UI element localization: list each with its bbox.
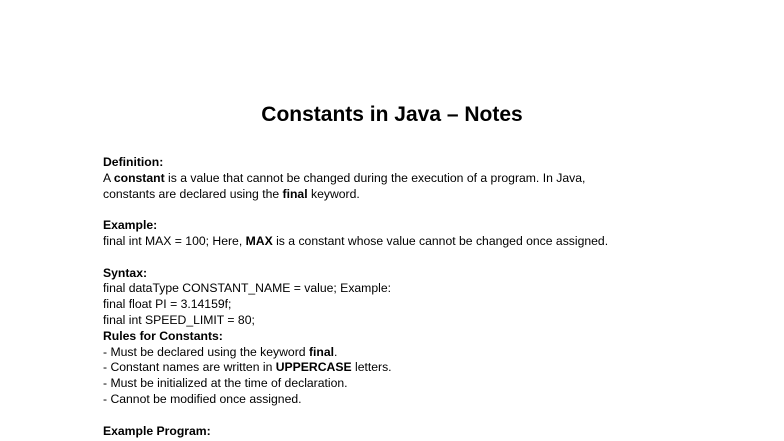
rule-text: - Must be declared using the keyword — [103, 344, 309, 359]
syntax-heading: Syntax: — [103, 265, 148, 280]
definition-text: A — [103, 170, 114, 185]
syntax-line: final int SPEED_LIMIT = 80; — [103, 312, 255, 327]
definition-text: is a value that cannot be changed during the execution of a program. In Java, — [164, 170, 586, 185]
constant-term: constant — [113, 170, 165, 185]
example-heading: Example: — [103, 218, 158, 233]
spacer — [103, 202, 663, 218]
rule-item — [103, 345, 663, 361]
syntax-line: final dataType CONSTANT_NAME = value; Example: — [103, 281, 391, 296]
rule-item: - Must be initialized at the time of declaration. — [103, 376, 348, 391]
example-text: is a constant whose value cannot be changed once assigned. — [272, 233, 609, 248]
document-body — [103, 155, 663, 439]
rule-text: - Constant names are written in — [103, 360, 276, 375]
final-keyword: final — [282, 186, 308, 201]
syntax-line: final float PI = 3.14159f; — [103, 297, 232, 312]
definition-text: keyword. — [307, 186, 360, 201]
example-line — [103, 234, 663, 250]
uppercase-term: UPPERCASE — [275, 360, 352, 375]
spacer — [103, 250, 663, 266]
rule-text: letters. — [351, 360, 392, 375]
rule-item — [103, 360, 663, 376]
definition-line-2 — [103, 187, 663, 203]
definition-text: constants are declared using the — [103, 186, 283, 201]
max-term: MAX — [245, 233, 273, 248]
rule-item: - Cannot be modified once assigned. — [103, 391, 302, 406]
example-program-heading: Example Program: — [103, 423, 211, 438]
definition-line-1 — [103, 171, 663, 187]
spacer — [103, 408, 663, 424]
rules-heading: Rules for Constants: — [103, 328, 223, 343]
definition-heading: Definition: — [103, 155, 164, 169]
final-keyword: final — [308, 344, 335, 359]
example-text: final int MAX = 100; Here, — [103, 233, 246, 248]
rule-text: . — [334, 344, 338, 359]
page-title: Constants in Java – Notes — [261, 103, 523, 126]
